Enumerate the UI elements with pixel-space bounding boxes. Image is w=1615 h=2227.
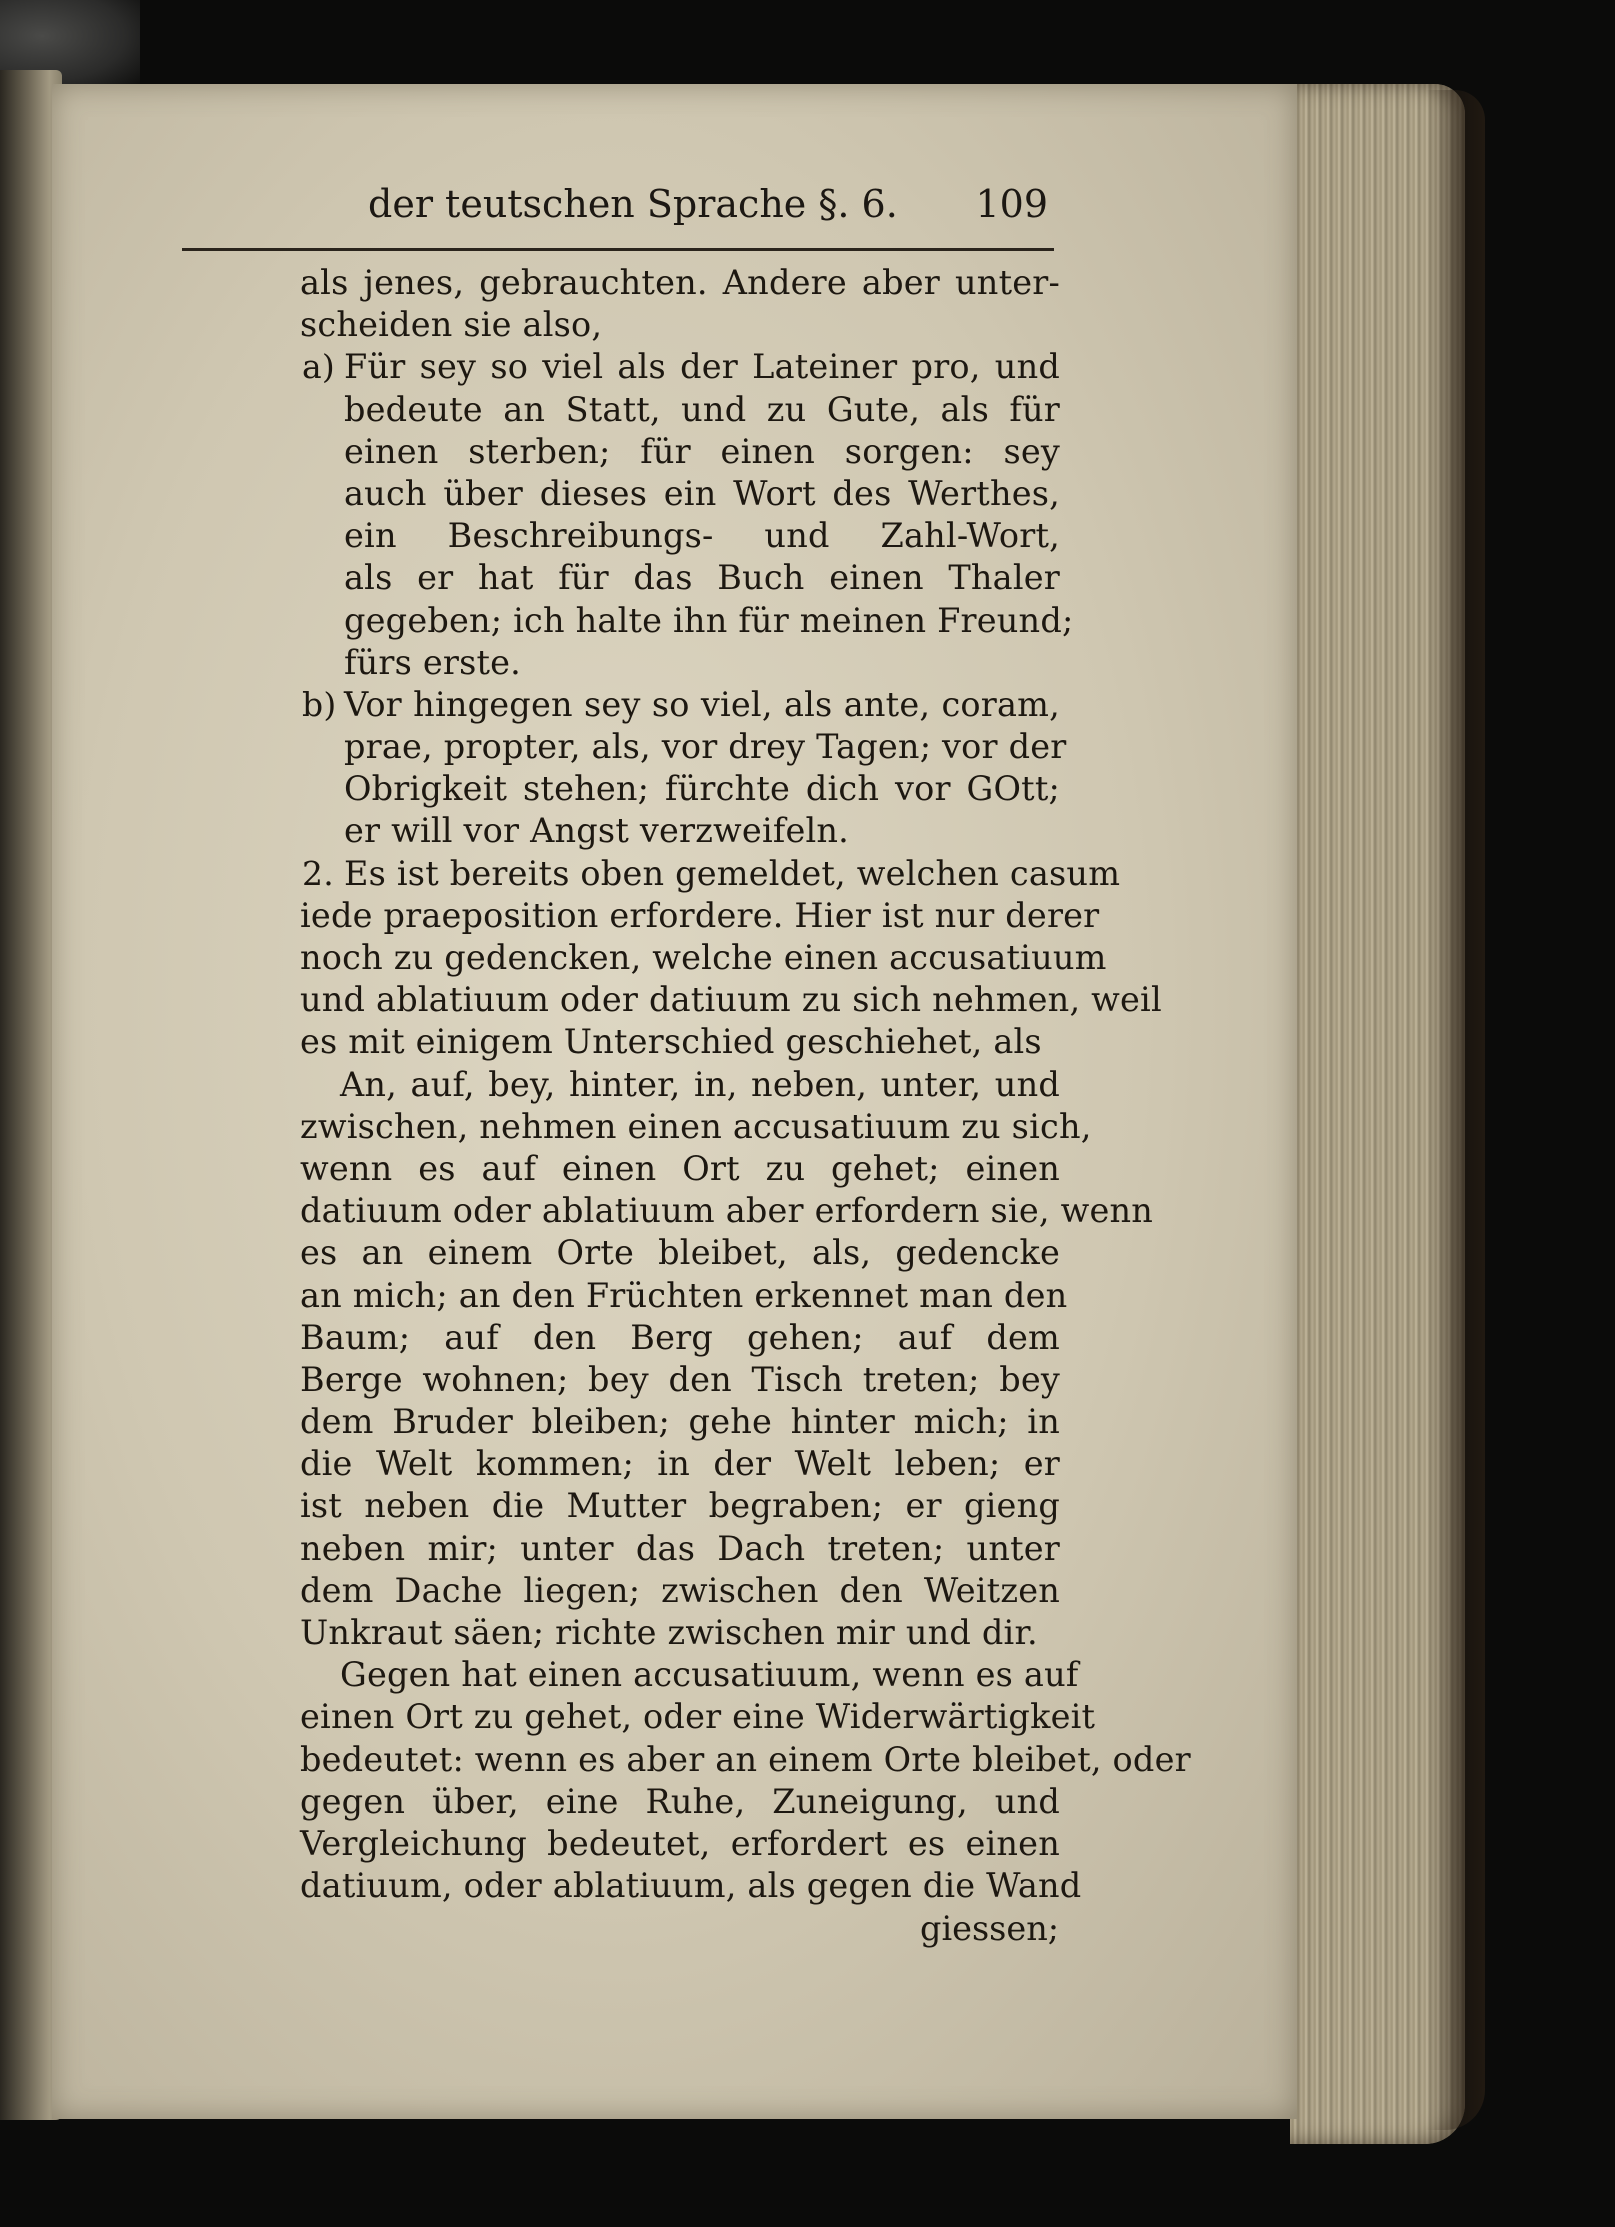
- line-text: gegeben; ich halte ihn für meinen Freund;: [344, 600, 1074, 640]
- text-line: [302, 853, 1121, 895]
- line-text: Vor hingegen sey so viel, als ante, coram,: [344, 684, 1060, 724]
- text-line: [300, 1148, 1060, 1190]
- running-title: der teutschen Sprache §. 6.: [368, 182, 898, 226]
- line-text: auch über dieses ein Wort des Werthes,: [344, 473, 1060, 513]
- text-line: [300, 1781, 1060, 1823]
- text-line: [300, 1696, 1096, 1738]
- text-line: [300, 1275, 1068, 1317]
- line-text: neben mir; unter das Dach treten; unter: [300, 1528, 1060, 1568]
- line-text: datiuum oder ablatiuum aber erfordern sie, wenn: [300, 1191, 1154, 1231]
- text-line: [344, 726, 1067, 768]
- text-line: [300, 1485, 1060, 1527]
- line-text: bedeutet: wenn es aber an einem Orte bleibet, oder: [300, 1739, 1191, 1779]
- text-line: [300, 895, 1100, 937]
- text-line: [300, 304, 1060, 346]
- text-line: [300, 979, 1162, 1021]
- line-text: Gegen hat einen accusatiuum, wenn es auf: [340, 1655, 1079, 1695]
- line-text: datiuum, oder ablatiuum, als gegen die Wand: [300, 1866, 1082, 1906]
- text-line: [300, 1021, 1060, 1063]
- line-text: Obrigkeit stehen; fürchte dich vor GOtt;: [344, 769, 1060, 809]
- text-line: [340, 1064, 1060, 1106]
- text-line: [300, 1359, 1060, 1401]
- text-line: [344, 473, 1060, 515]
- text-line: [344, 557, 1060, 599]
- line-text: noch zu gedencken, welche einen accusatiuum: [300, 938, 1107, 977]
- text-line: [344, 431, 1060, 473]
- line-text: es an einem Orte bleibet, als, gedencke: [300, 1233, 1060, 1273]
- text-line: [300, 1528, 1060, 1570]
- line-text: die Welt kommen; in der Welt leben; er: [300, 1444, 1060, 1484]
- text-line: [300, 1190, 1154, 1232]
- text-line: [300, 1443, 1060, 1485]
- body-text: [300, 262, 1191, 1907]
- line-text: er will vor Angst verzweifeln.: [344, 811, 850, 851]
- line-text: als er hat für das Buch einen Thaler: [344, 558, 1060, 598]
- text-line: [300, 937, 1107, 979]
- line-text: ist neben die Mutter begraben; er gieng: [300, 1486, 1060, 1526]
- text-line: [344, 642, 1060, 684]
- page-header: [182, 182, 1054, 246]
- text-line: [300, 1401, 1060, 1443]
- text-line: [300, 1739, 1191, 1781]
- text-line: [300, 1317, 1060, 1359]
- text-line: [300, 1232, 1060, 1274]
- page-block-shadow: [1425, 90, 1485, 2130]
- text-line: [344, 600, 1074, 642]
- text-line: [302, 684, 1060, 726]
- line-text: und ablatiuum oder datiuum zu sich nehmen, weil: [300, 980, 1162, 1020]
- catchword: giessen;: [920, 1909, 1060, 1948]
- line-text: Vergleichung bedeutet, erfordert es einen: [300, 1823, 1060, 1863]
- text-line: [302, 346, 1060, 388]
- text-line: [300, 1865, 1082, 1907]
- text-line: [340, 1654, 1079, 1696]
- line-text: dem Bruder bleiben; gehe hinter mich; in: [300, 1402, 1060, 1442]
- line-text: Unkraut säen; richte zwischen mir und dir.: [300, 1613, 1038, 1652]
- line-text: Berge wohnen; bey den Tisch treten; bey: [300, 1359, 1060, 1399]
- line-text: scheiden sie also,: [300, 305, 603, 345]
- line-text: bedeute an Statt, und zu Gute, als für: [344, 389, 1060, 429]
- line-text: dem Dache liegen; zwischen den Weitzen: [300, 1570, 1060, 1610]
- list-marker: b): [302, 684, 337, 724]
- text-line: [300, 262, 1060, 304]
- text-line: [300, 1106, 1092, 1148]
- line-text: einen sterben; für einen sorgen: sey: [344, 431, 1060, 471]
- text-line: [300, 1823, 1060, 1865]
- line-text: an mich; an den Früchten erkennet man den: [300, 1275, 1068, 1315]
- line-text: gegen über, eine Ruhe, Zuneigung, und: [300, 1781, 1060, 1821]
- line-text: ein Beschreibungs- und Zahl-Wort,: [344, 516, 1060, 556]
- text-line: [344, 515, 1060, 557]
- line-text: prae, propter, als, vor drey Tagen; vor der: [344, 727, 1067, 767]
- line-text: Baum; auf den Berg gehen; auf dem: [300, 1317, 1060, 1357]
- line-text: An, auf, bey, hinter, in, neben, unter, und: [340, 1064, 1060, 1104]
- line-text: als jenes, gebrauchten. Andere aber unter-: [300, 263, 1060, 302]
- list-marker: 2.: [302, 853, 334, 893]
- line-text: einen Ort zu gehet, oder eine Widerwärtigkeit: [300, 1697, 1096, 1737]
- page-number: 109: [975, 182, 1048, 226]
- line-text: fürs erste.: [344, 642, 521, 682]
- line-text: Für sey so viel als der Lateiner pro, und: [344, 347, 1060, 387]
- text-line: [344, 768, 1060, 810]
- text-line: [300, 1612, 1060, 1654]
- header-rule: [182, 248, 1054, 251]
- list-marker: a): [302, 347, 335, 387]
- text-line: [344, 389, 1060, 431]
- line-text: zwischen, nehmen einen accusatiuum zu sich,: [300, 1106, 1092, 1146]
- line-text: es mit einigem Unterschied geschiehet, als: [300, 1022, 1042, 1062]
- line-text: wenn es auf einen Ort zu gehet; einen: [300, 1148, 1060, 1188]
- line-text: Es ist bereits oben gemeldet, welchen casum: [344, 853, 1121, 893]
- text-line: [300, 1570, 1060, 1612]
- text-line: [344, 810, 1060, 852]
- line-text: iede praeposition erfordere. Hier ist nur derer: [300, 895, 1100, 935]
